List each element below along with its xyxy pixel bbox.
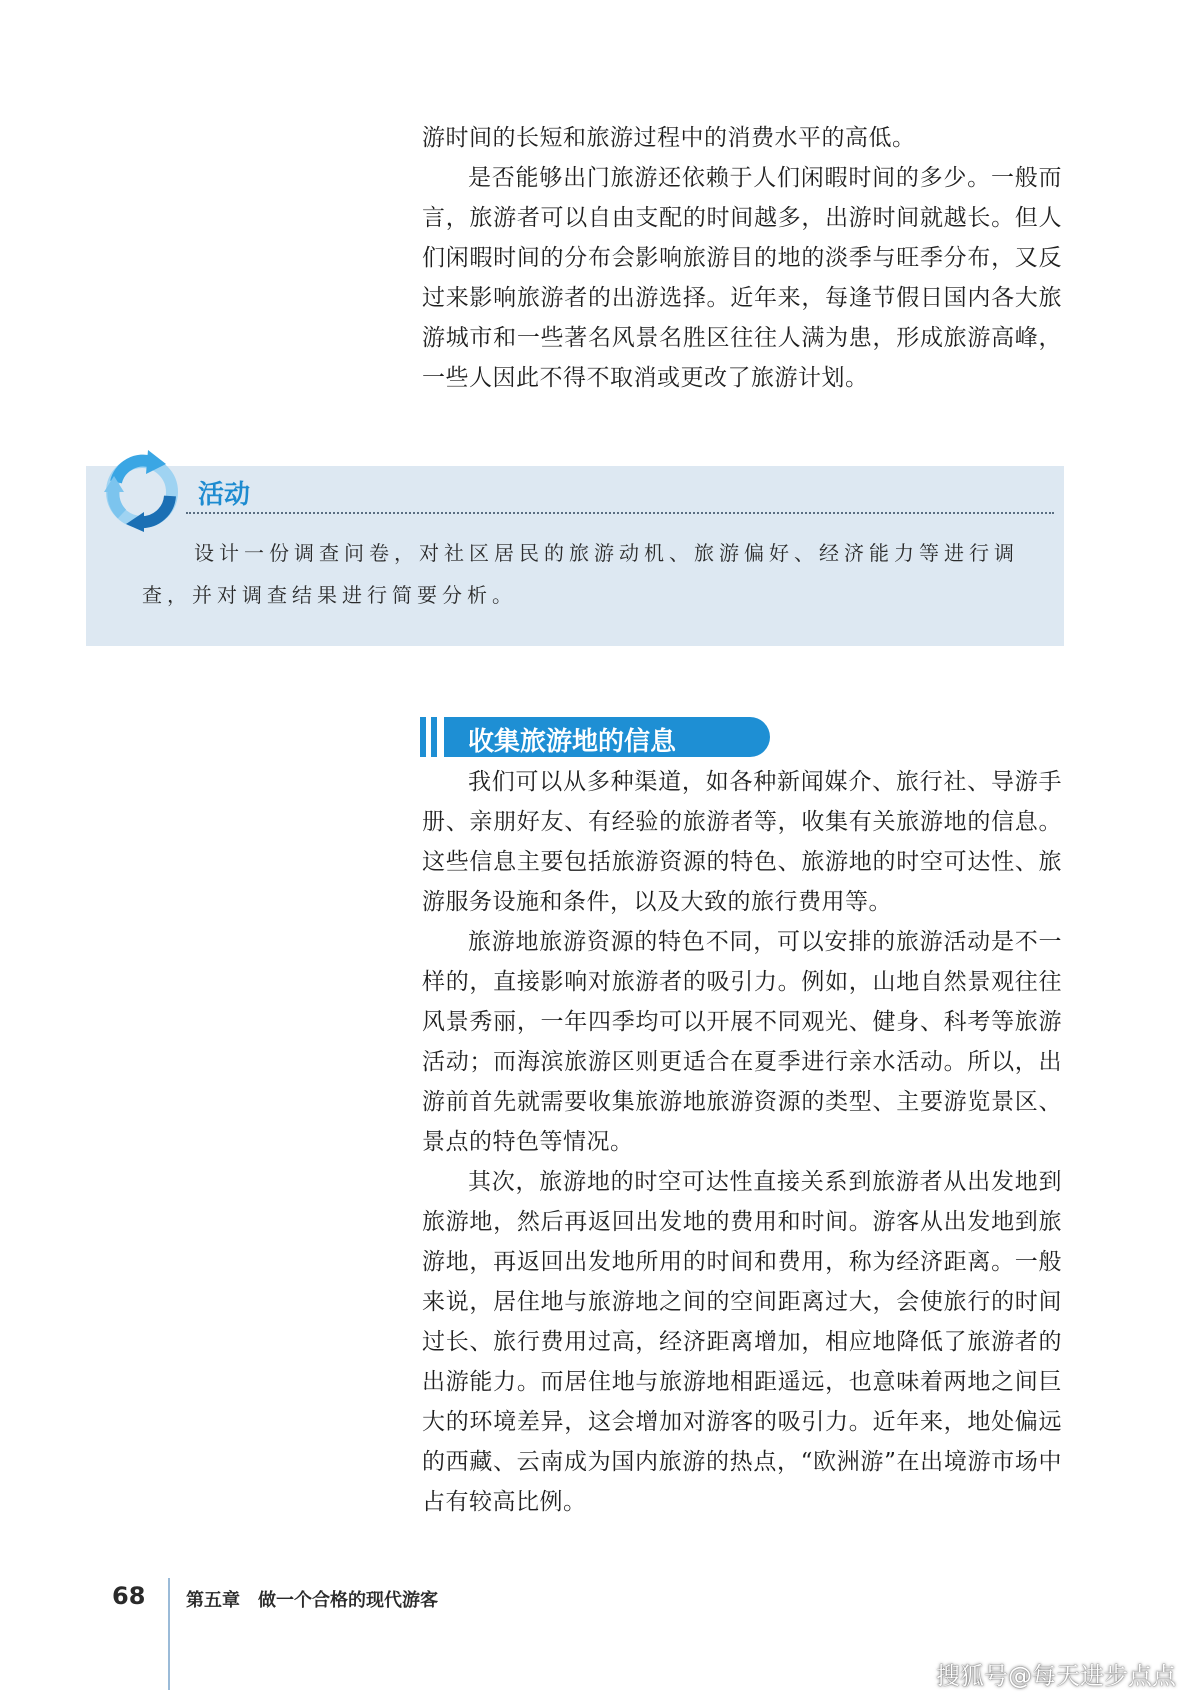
page-number: 68 [112,1582,146,1610]
heading-bars-icon [420,717,442,757]
paragraph-accessibility: 其次，旅游地的时空可达性直接关系到旅游者从出发地到旅游地，然后再返回出发地的费用和时间。游客从出发地到旅游地，再返回出发地所用的时间和费用，称为经济距离。一般来说，居住地与旅游地之间的空间距离过大，会使旅行的时间过长、旅行费用过高，经济距离增加，相应地降低了旅游者的出游能力。而居住地与旅游地相距遥远，也意味着两地之间巨大的环境差异，这会增加对游客的吸引力。近年来，地处偏远的西藏、云南成为国内旅游的热点，“欧洲游”在出境游市场中占有较高比例。 [422,1169,1062,1515]
footer-divider [168,1578,170,1690]
paragraph-leisure-time: 是否能够出门旅游还依赖于人们闲暇时间的多少。一般而言，旅游者可以自由支配的时间越多，出游时间就越长。但人们闲暇时间的分布会影响旅游目的地的淡季与旺季分布，又反过来影响旅游者的出游选择。近年来，每逢节假日国内各大旅游城市和一些著名风景名胜区往往人满为患，形成旅游高峰，一些人因此不得不取消或更改了旅游计划。 [422,165,1062,391]
chapter-title: 第五章 做一个合格的现代游客 [186,1590,438,1611]
activity-title: 活动 [198,480,251,510]
activity-text: 设计一份调查问卷，对社区居民的旅游动机、旅游偏好、经济能力等进行调查，并对调查结果进行简要分析。 [142,541,1019,607]
section-title: 收集旅游地的信息 [468,727,677,757]
activity-divider [186,512,1054,514]
activity-box [86,466,1064,646]
recycle-arrows-icon [100,448,184,532]
paragraph-channels: 我们可以从多种渠道，如各种新闻媒介、旅行社、导游手册、亲朋好友、有经验的旅游者等，收集有关旅游地的信息。这些信息主要包括旅游资源的特色、旅游地的时空可达性、旅游服务设施和条件，以及大致的旅行费用等。 [422,769,1062,915]
paragraph-continued: 游时间的长短和旅游过程中的消费水平的高低。 [422,125,916,151]
watermark: 搜狐号@每天进步点点 [936,1662,1176,1690]
paragraph-resources: 旅游地旅游资源的特色不同，可以安排的旅游活动是不一样的，直接影响对旅游者的吸引力。例如，山地自然景观往往风景秀丽，一年四季均可以开展不同观光、健身、科考等旅游活动；而海滨旅游区则更适合在夏季进行亲水活动。所以，出游前首先就需要收集旅游地旅游资源的类型、主要游览景区、景点的特色等情况。 [422,929,1062,1155]
